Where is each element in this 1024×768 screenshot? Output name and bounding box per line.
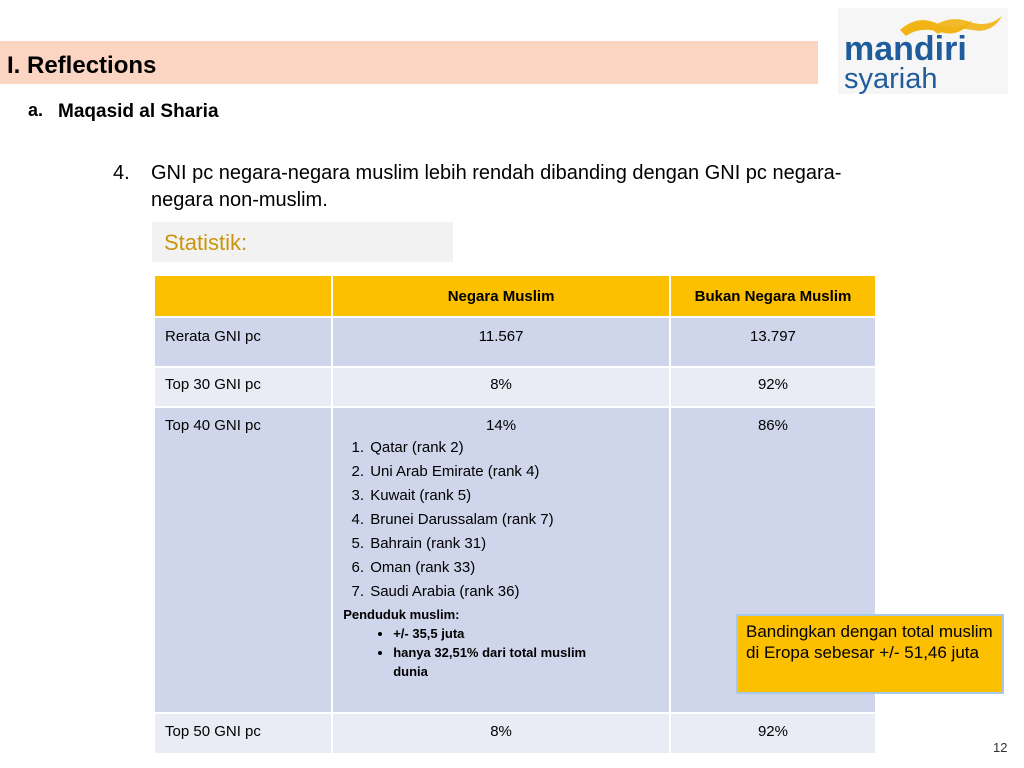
list-item: 7. Saudi Arabia (rank 36): [368, 580, 659, 604]
mandiri-syariah-logo: [838, 8, 1008, 94]
header-negara-muslim: Negara Muslim: [333, 276, 669, 316]
muslim-value: 14%: [486, 417, 517, 434]
list-item: 6. Oman (rank 33): [368, 556, 659, 580]
row-label: Top 30 GNI pc: [155, 368, 331, 406]
table-row: [155, 318, 875, 366]
row-label: Rerata GNI pc: [155, 318, 331, 366]
row-label: Top 50 GNI pc: [155, 714, 331, 753]
non-muslim-value: 92%: [671, 368, 875, 406]
population-heading: Penduduk muslim:: [343, 607, 460, 622]
muslim-value: 8%: [333, 368, 669, 406]
muslim-cell-detail: [333, 408, 669, 712]
logo-brand-text: mandiri: [844, 30, 967, 68]
row-label: Top 40 GNI pc: [155, 408, 331, 712]
header-empty: [155, 276, 331, 316]
list-item: 5. Bahrain (rank 31): [368, 532, 659, 556]
muslim-value: 8%: [333, 714, 669, 753]
list-item: 2. Uni Arab Emirate (rank 4): [368, 460, 659, 484]
table-row: [155, 714, 875, 753]
section-marker: a.: [28, 100, 44, 120]
non-muslim-value: 13.797: [671, 318, 875, 366]
slide-title: I. Reflections: [7, 52, 157, 79]
population-list: [343, 624, 659, 681]
header-bukan-negara-muslim: Bukan Negara Muslim: [671, 276, 875, 316]
list-item: 4. Brunei Darussalam (rank 7): [368, 508, 659, 532]
non-muslim-value: 86%: [671, 408, 875, 712]
country-list: [343, 436, 659, 604]
logo-sub-text: syariah: [844, 63, 938, 94]
list-item: 1. Qatar (rank 2): [368, 436, 659, 460]
table-header-row: [155, 276, 875, 316]
non-muslim-value: 92%: [671, 714, 875, 753]
point-text: GNI pc negara-negara muslim lebih rendah dibanding dengan GNI pc negara-negara non-muslim.: [151, 162, 842, 211]
logo-graphic: [838, 8, 1008, 94]
europe-callout: Bandingkan dengan total muslim di Eropa sebesar +/- 51,46 juta: [736, 614, 1004, 694]
table-row: [155, 368, 875, 406]
point-number: 4.: [113, 162, 130, 184]
page-number: 12: [993, 740, 1008, 755]
muslim-value: 11.567: [333, 318, 669, 366]
list-item: 3. Kuwait (rank 5): [368, 484, 659, 508]
statistik-label: Statistik:: [164, 230, 248, 255]
list-item: • hanya 32,51% dari total muslim dunia: [393, 643, 623, 681]
section-title: Maqasid al Sharia: [58, 101, 219, 122]
list-item: • +/- 35,5 juta: [393, 624, 623, 643]
statistik-box: [152, 222, 453, 262]
